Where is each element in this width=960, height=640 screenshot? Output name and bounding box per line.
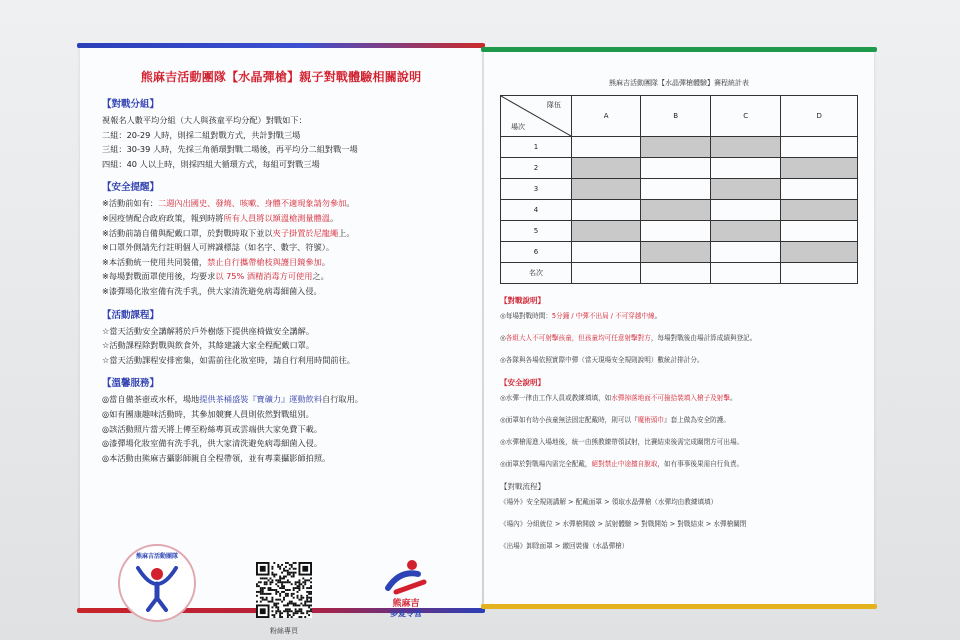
shaded-score-cell <box>710 179 781 200</box>
section-heading: 【對戰分組】 <box>102 99 160 110</box>
text-line <box>102 128 468 143</box>
notes-heading: 【對戰說明】 <box>500 296 545 305</box>
shaded-score-cell <box>781 242 858 263</box>
text-run: 。 <box>654 312 662 320</box>
text-run: ◎各隊與各場依照實際中彈（當天現場安全規則說明）數統計排計分。 <box>500 356 704 364</box>
summer-camp-logo-line1: 熊麻吉 <box>392 599 420 609</box>
summer-camp-logo <box>378 558 434 624</box>
match-number-cell: 5 <box>501 221 572 242</box>
text-run: ☆當天活動課程安排密集，如需前往化妝室時，請自行利用時間前往。 <box>102 354 355 365</box>
text-run: 視報名人數平均分組（大人與孩童平均分配）對戰如下： <box>102 115 307 125</box>
qr-caption: 粉絲專頁 <box>270 627 298 635</box>
rank-cell[interactable] <box>572 263 641 284</box>
match-row <box>501 158 858 179</box>
text-line <box>500 355 864 365</box>
jumping-figure-icon <box>134 562 180 614</box>
shaded-score-cell <box>710 221 781 242</box>
score-sheet-title: 熊麻吉活動團隊【水晶彈槍體驗】賽程統計表 <box>609 79 749 87</box>
shaded-score-cell <box>781 158 858 179</box>
text-run: ☆當天活動安全講解將於戶外樹蔭下提供座椅做安全講解。 <box>102 325 315 336</box>
right-sheet-top-bar <box>481 47 877 52</box>
text-run: 二組：20-29 人時，則採二組對戰方式，共計對戰三場 <box>102 129 301 140</box>
text-run: 三組：30-39 人時，先採三角循環對戰二場後，再平均分二組對戰一場 <box>102 144 358 155</box>
score-cell[interactable] <box>710 158 781 179</box>
right-score-sheet <box>484 50 874 606</box>
section-heading: 【溫馨服務】 <box>102 378 160 390</box>
text-line <box>102 353 468 368</box>
score-cell[interactable] <box>641 158 711 179</box>
text-run: 《場內》分組就位 > 水彈槍開啟 > 試射體驗 > 對戰開始 > 對戰結束 > 水彈槍關閉 <box>500 520 747 528</box>
score-cell[interactable] <box>710 242 781 263</box>
text-run: 。 <box>329 212 339 223</box>
text-run: ※活動前如有： <box>102 198 158 209</box>
text-run: ◎如有團康趣味活動時，其參加競賽人員則依然對戰組別。 <box>102 408 314 419</box>
text-run: 《出場》卸除面罩 > 繳回裝備（水晶彈槍） <box>500 542 629 550</box>
text-line <box>500 437 864 447</box>
text-line <box>102 196 468 211</box>
text-line <box>102 284 468 299</box>
table-header-row <box>501 96 858 137</box>
text-run: ※本活動統一使用共同裝備， <box>102 256 208 267</box>
info-section <box>102 375 468 465</box>
text-run: ※口罩外側請先行註明個人可辨識標誌（如名字、數字、符號）。 <box>102 242 335 253</box>
text-run: ，如有事事後果需自行負責。 <box>657 460 744 468</box>
rank-label-cell: 名次 <box>501 263 572 284</box>
match-row <box>501 179 858 200</box>
text-line <box>102 269 468 284</box>
team-column-header: D <box>781 96 858 137</box>
left-sheet-title: 熊麻吉活動團隊【水晶彈槍】親子對戰體驗相關說明 <box>140 70 422 84</box>
info-section <box>102 179 468 298</box>
match-row <box>501 137 858 158</box>
text-line <box>102 113 468 128</box>
text-run: 。 <box>729 394 737 402</box>
score-cell[interactable] <box>572 137 641 158</box>
rank-cell[interactable] <box>641 263 711 284</box>
match-row <box>501 221 858 242</box>
text-line <box>500 541 864 551</box>
left-sheet-body <box>102 96 468 473</box>
score-table <box>500 95 858 284</box>
text-line <box>102 255 468 270</box>
text-run: ※活動前請自備與配戴口罩，於對戰時取下並以 <box>102 227 273 238</box>
section-heading: 【活動課程】 <box>102 309 160 321</box>
text-line <box>102 157 468 172</box>
highlighted-text: 夾子掛置於尼龍繩 <box>272 227 339 238</box>
text-line <box>500 415 864 425</box>
highlighted-text: 絕對禁止中途擅自脫取 <box>591 460 658 468</box>
summer-camp-logo-line2: 多夏令營 <box>390 609 422 618</box>
score-cell[interactable] <box>641 221 711 242</box>
match-number-cell: 3 <box>501 179 572 200</box>
left-info-sheet <box>80 46 482 635</box>
shaded-score-cell <box>710 137 781 158</box>
text-line <box>500 311 864 321</box>
text-run: ◎面罩如有幼小孩童無法固定配戴時，則可以『 <box>500 416 638 424</box>
left-sheet-top-bar <box>77 43 485 48</box>
score-sheet-notes <box>500 295 864 563</box>
rank-cell[interactable] <box>781 263 858 284</box>
text-run: ☆活動課程除對戰與飲食外，其餘建議大家全程配戴口罩。 <box>102 340 315 351</box>
shaded-score-cell <box>572 158 641 179</box>
text-run: 上。 <box>338 227 355 238</box>
shaded-score-cell <box>781 200 858 221</box>
runner-icon <box>378 558 434 596</box>
text-line <box>102 392 468 407</box>
text-line <box>500 459 864 469</box>
team-column-header: A <box>572 96 641 137</box>
text-line <box>500 497 864 507</box>
corner-bottom-label: 場次 <box>511 123 525 131</box>
team-logo-text: 熊麻吉活動團隊 <box>135 553 178 560</box>
match-number-cell: 2 <box>501 158 572 179</box>
highlighted-text: 各組大人不可射擊孩童，但孩童均可任意射擊對方 <box>505 334 651 342</box>
score-cell[interactable] <box>710 200 781 221</box>
text-run: ◎面罩於對戰場內需完全配戴， <box>500 460 592 468</box>
highlighted-text: 魔術頭巾 <box>637 416 665 424</box>
fan-page-qr-code[interactable] <box>256 562 312 618</box>
score-cell[interactable] <box>781 221 858 242</box>
score-cell[interactable] <box>572 242 641 263</box>
info-section <box>102 307 468 368</box>
match-number-cell: 1 <box>501 137 572 158</box>
text-run: ※每場對戰面罩使用後，均要求 <box>102 271 216 282</box>
text-run: 自行取用。 <box>322 394 363 405</box>
shaded-score-cell <box>572 221 641 242</box>
text-line <box>102 211 468 226</box>
text-run: 《場外》安全規則講解 > 配戴面罩 > 領取水晶彈槍（水彈均由教練填填） <box>500 498 718 506</box>
highlighted-text: 提供茶桶盛裝『寶礦力』運動飲料 <box>199 394 323 405</box>
highlighted-text: 5分鐘 / 中彈不出局 / 不可穿越中線 <box>551 312 655 320</box>
shaded-score-cell <box>641 200 711 221</box>
shaded-score-cell <box>641 137 711 158</box>
highlighted-text: 禁止自行攜帶槍枝與護目鏡參加 <box>207 256 322 267</box>
text-line <box>102 451 468 466</box>
team-logo <box>118 544 196 622</box>
info-section <box>102 96 468 171</box>
text-run: ※漆彈場化妝室備有洗手乳，供大家清洗避免病毒細菌入侵。 <box>102 285 322 296</box>
text-run: ◎當自備茶壺或水杯，場地 <box>102 394 200 405</box>
text-run: 。 <box>346 198 355 209</box>
highlighted-text: 水彈掉落地面不可撿拾裝填入槍子及射擊 <box>611 394 730 402</box>
text-line <box>102 422 468 437</box>
text-line <box>500 333 864 343</box>
text-run: 之。 <box>312 271 329 282</box>
score-cell[interactable] <box>641 179 711 200</box>
text-line <box>500 519 864 529</box>
logo-row <box>80 544 482 634</box>
text-run: ◎每場對戰時間： <box>500 312 552 320</box>
rank-cell[interactable] <box>710 263 781 284</box>
highlighted-text: 二週內出國史、發燒、咳嗽、身體不適現象請勿參加 <box>158 198 347 209</box>
notes-heading: 【對戰流程】 <box>500 482 545 491</box>
text-line <box>102 240 468 255</box>
highlighted-text: 所有人員將以額溫槍測量體溫 <box>223 212 330 223</box>
text-run: ※因疫情配合政府政策，報到時將 <box>102 212 224 223</box>
team-column-header: C <box>710 96 781 137</box>
text-run: 。 <box>321 256 330 267</box>
text-line <box>102 338 468 353</box>
shaded-score-cell <box>641 242 711 263</box>
highlighted-text: 以 75% 酒精消毒方可使用 <box>215 271 313 282</box>
text-line <box>102 324 468 339</box>
score-cell[interactable] <box>781 137 858 158</box>
right-sheet-bottom-bar <box>481 604 877 609</box>
shaded-score-cell <box>572 179 641 200</box>
text-run: ◎水彈一律由工作人員或教練填填，如 <box>500 394 612 402</box>
text-run: 』套上做為安全防護。 <box>664 416 730 424</box>
match-number-cell: 4 <box>501 200 572 221</box>
match-number-cell: 6 <box>501 242 572 263</box>
text-run: ◎ <box>500 334 506 342</box>
text-line <box>102 436 468 451</box>
text-run: ◎水彈槍需進入場地後，統一由熊教練帶領試射，比賽結束後需完成關閉方可出場。 <box>500 438 744 446</box>
score-cell[interactable] <box>572 200 641 221</box>
score-cell[interactable] <box>781 179 858 200</box>
text-run: ◎漆彈場化妝室備有洗手乳，供大家清洗避免病毒細菌入侵。 <box>102 438 323 449</box>
corner-diagonal <box>501 96 571 136</box>
text-line <box>102 142 468 157</box>
text-run: ◎該活動照片當天將上傳至粉絲專頁或雲端供大家免費下載。 <box>102 423 323 434</box>
text-line <box>500 393 864 403</box>
table-corner-cell <box>501 96 572 137</box>
match-row <box>501 242 858 263</box>
text-line <box>102 407 468 422</box>
text-run: ，每場對戰後由場計算成績與登記。 <box>650 334 757 342</box>
rank-row <box>501 263 858 284</box>
text-run: ◎本活動由熊麻吉攝影師親自全程帶領，並有專業攝影師拍照。 <box>102 452 331 463</box>
text-line <box>102 226 468 241</box>
text-run: 四組：40 人以上時，則採四組大循環方式，每組可對戰三場 <box>102 158 320 169</box>
notes-heading: 【安全說明】 <box>500 378 545 387</box>
corner-top-label: 隊伍 <box>547 101 561 109</box>
section-heading: 【安全提醒】 <box>102 182 160 194</box>
team-column-header: B <box>641 96 711 137</box>
match-row <box>501 200 858 221</box>
